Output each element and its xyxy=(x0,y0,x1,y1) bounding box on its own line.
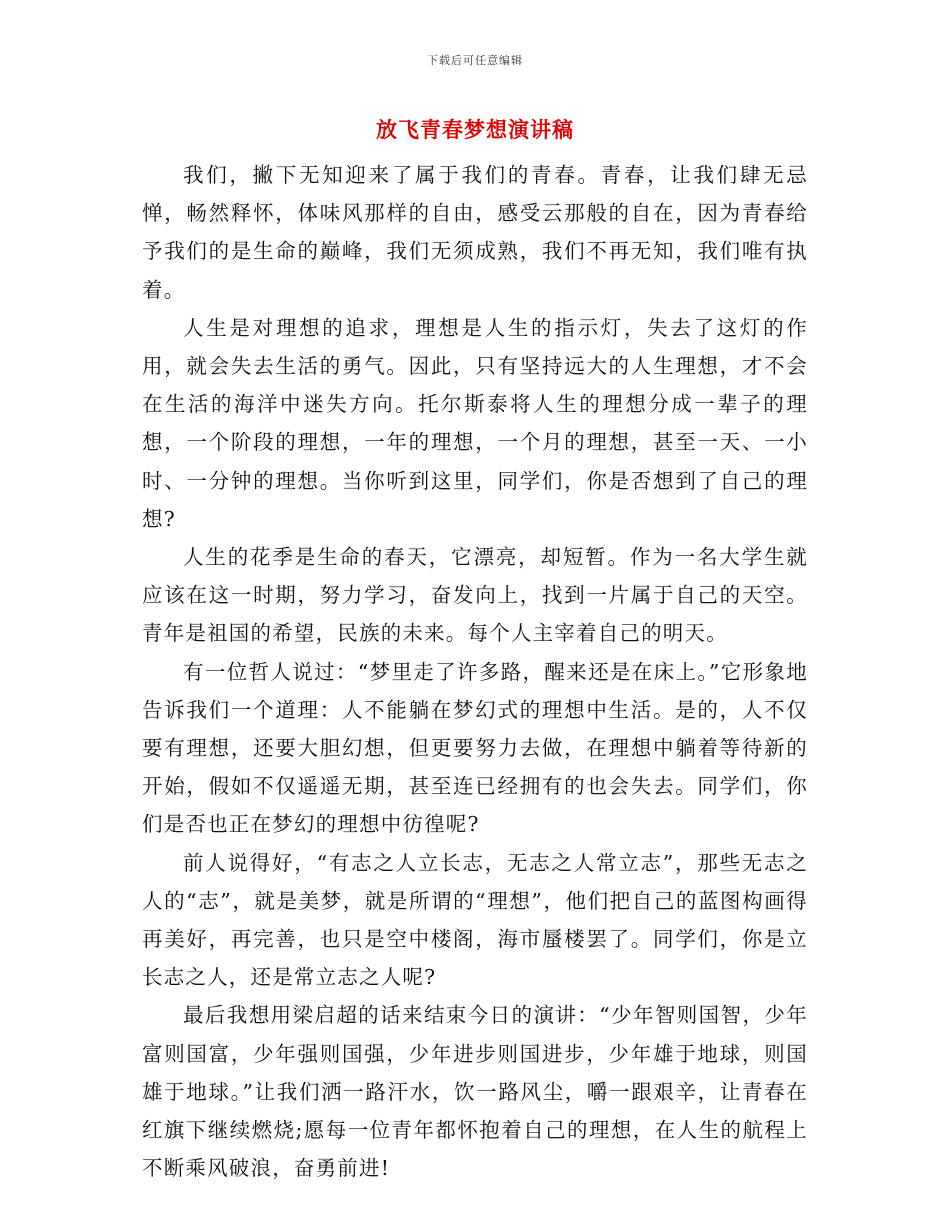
paragraph-2: 人生是对理想的追求，理想是人生的指示灯，失去了这灯的作用，就会失去生活的勇气。因此，只有坚持远大的人生理想，才不会在生活的海洋中迷失方向。托尔斯泰将人生的理想分成一辈子的理想，一个阶段的理想，一年的理想，一个月的理想，甚至一天、一小时、一分钟的理想。当你听到这里，同学们，你是否想到了自己的理想? xyxy=(142,315,808,531)
paragraph-3: 人生的花季是生命的春天，它漂亮，却短暂。作为一名大学生就应该在这一时期，努力学习，奋发向上，找到一片属于自己的天空。青年是祖国的希望，民族的未来。每个人主宰着自己的明天。 xyxy=(142,545,808,646)
paragraph-5: 前人说得好，“有志之人立长志，无志之人常立志”，那些无志之人的“志”，就是美梦，就是所谓的“理想”，他们把自己的蓝图构画得再美好，再完善，也只是空中楼阁，海市蜃楼罢了。同学们，你是立长志之人，还是常立志之人呢? xyxy=(142,850,808,990)
page-title: 放飞青春梦想演讲稿 xyxy=(376,118,574,142)
paragraph-1: 我们，撇下无知迎来了属于我们的青春。青春，让我们肆无忌惮，畅然释怀，体味风那样的自由，感受云那般的自在，因为青春给予我们的是生命的巅峰，我们无须成熟，我们不再无知，我们唯有执着。 xyxy=(142,163,808,302)
header-note: 下载后可任意编辑 xyxy=(427,54,523,67)
paragraph-6: 最后我想用梁启超的话来结束今日的演讲：“少年智则国智，少年富则国富，少年强则国强，少年进步则国进步，少年雄于地球，则国雄于地球。”让我们洒一路汗水，饮一路风尘，嚼一跟艰辛，让青春在红旗下继续燃烧;愿每一位青年都怀抱着自己的理想，在人生的航程上不断乘风破浪，奋勇前进! xyxy=(142,1003,808,1181)
paragraph-4: 有一位哲人说过：“梦里走了许多路，醒来还是在床上。”它形象地告诉我们一个道理：人不能躺在梦幻式的理想中生活。是的，人不仅要有理想，还要大胆幻想，但更要努力去做，在理想中躺着等待新的开始，假如不仅遥遥无期，甚至连已经拥有的也会失去。同学们，你们是否也正在梦幻的理想中彷徨呢? xyxy=(142,659,808,837)
body-text xyxy=(142,156,808,1187)
